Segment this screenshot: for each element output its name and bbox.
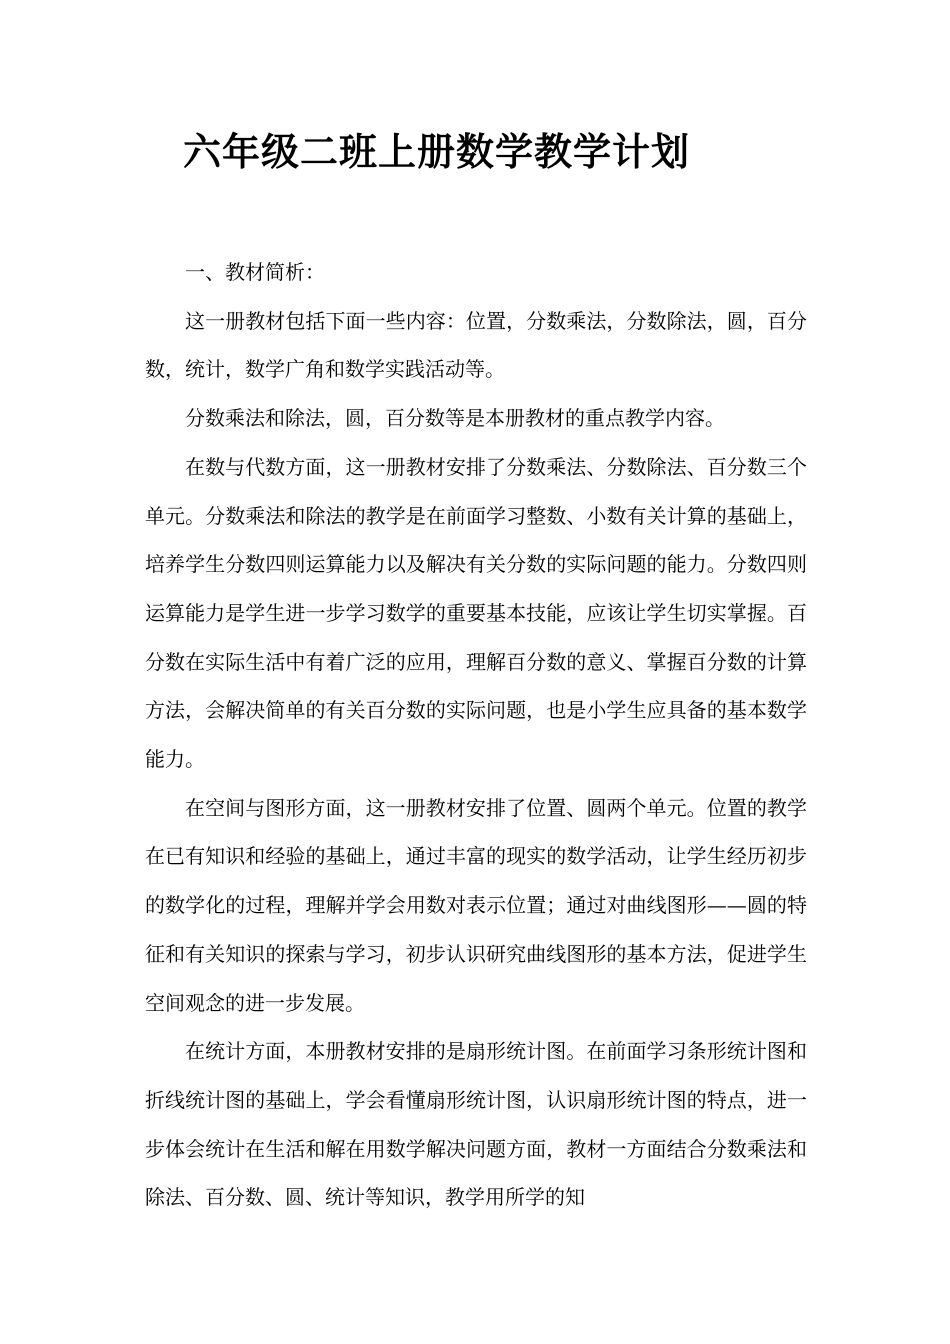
paragraph-contents: 这一册教材包括下面一些内容：位置，分数乘法，分数除法，圆，百分数，统计，数学广角和数学实践活动等。 bbox=[145, 308, 807, 382]
paragraph-statistics: 在统计方面，本册教材安排的是扇形统计图。在前面学习条形统计图和折线统计图的基础上，学会看懂扇形统计图，认识扇形统计图的特点，进一步体会统计在生活和解在用数学解决问题方面，教材一方面结合分数乘法和除法、百分数、圆、统计等知识，教学用所学的知 bbox=[145, 1039, 807, 1210]
document-title: 六年级二班上册数学教学计划 bbox=[183, 129, 691, 174]
paragraph-number-algebra: 在数与代数方面，这一册教材安排了分数乘法、分数除法、百分数三个单元。分数乘法和除法的教学是在前面学习整数、小数有关计算的基础上，培养学生分数四则运算能力以及解决有关分数的实际问题的能力。分数四则运算能力是学生进一步学习数学的重要基本技能，应该让学生切实掌握。百分数在实际生活中有着广泛的应用，理解百分数的意义、掌握百分数的计算方法，会解决简单的有关百分数的实际问题，也是小学生应具备的基本数学能力。 bbox=[145, 454, 807, 772]
paragraph-key-content: 分数乘法和除法，圆，百分数等是本册教材的重点教学内容。 bbox=[185, 406, 725, 431]
paragraph-space-geometry: 在空间与图形方面，这一册教材安排了位置、圆两个单元。位置的教学在已有知识和经验的基础上，通过丰富的现实的数学活动，让学生经历初步的数学化的过程，理解并学会用数对表示位置；通过对曲线图形——圆的特征和有关知识的探索与学习，初步认识研究曲线图形的基本方法，促进学生空间观念的进一步发展。 bbox=[145, 795, 807, 1015]
section-heading: 一、教材简析： bbox=[185, 260, 325, 284]
document-body bbox=[145, 248, 807, 1222]
